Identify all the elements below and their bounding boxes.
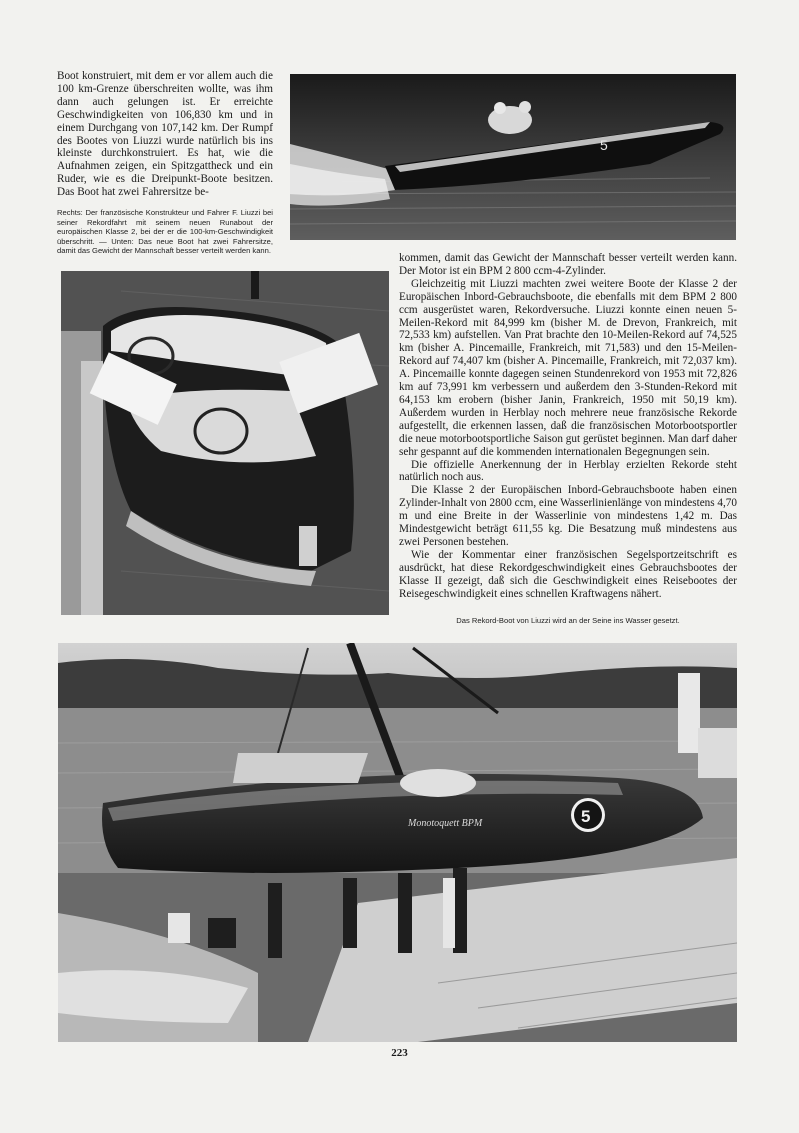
article-paragraph: Gleichzeitig mit Liuzzi machten zwei weitere Boote der Klasse 2 der Europäischen Inbord-Gebrauchsboote, die ebenfalls mit dem BPM 2 800 ccm ausgerüstet waren, Rekordversuche. Liuzzi konnte einen neuen 5-Meilen-Rekord mit 84,999 km (bisher M. de Drevon, Frankreich, mit 72,533 km) aufstellen. Van Prat brachte den 10-Meilen-Rekord auf 74,525 km (bisher A. Pincemaille, Frankreich, mit 71,583) und den 15-Meilen-Rekord auf 74,407 km (bisher A. Pincemaille, Frankreich, mit 72,037 km). A. Pincemaille konnte dagegen seinen Stundenrekord von 1953 mit 72,826 km auf 73,991 km verbessern und außerdem den 3-Stunden-Rekord mit 64,153 km erobern (bisher Janin, Frankreich, 1950 mit 50,19 km). Außerdem wurden in Herblay noch mehrere neue französische Rekorde aufgestellt, die erkennen lassen, daß die französischen Motorbootsportler die neue motorbootsportliche Saison gut gerüstet beginnen. Man darf daher sehr gespannt auf die kommenden internationalen Begegnungen sein. [399,277,737,458]
article-column-right [399,252,737,600]
photo-boat-cockpit [61,271,389,615]
article-column-left [57,70,273,199]
article-paragraph: kommen, damit das Gewicht der Mannschaft besser verteilt werden kann. Der Motor ist ein BPM 2 800 ccm-4-Zylinder. [399,252,737,277]
article-paragraph: Die offizielle Anerkennung der in Herblay erzielten Rekorde steht natürlich noch aus. [399,458,737,484]
article-paragraph: Die Klasse 2 der Europäischen Inbord-Gebrauchsboote haben einen Zylinder-Inhalt von 2800 ccm, eine Wasserlinienlänge von mindestens 4,70 m und eine Breite in der Wasserlinie von mindestens 1,42 m. Das Mindestgewicht beträgt 611,55 kg. Die Besatzung muß mindestens aus zwei Personen bestehen. [399,484,737,548]
article-paragraph: Boot konstruiert, mit dem er vor allem auch die 100 km-Grenze überschreiten wollte, was ihm dann auch gelungen ist. Er erreichte Geschwindigkeiten von 106,830 km und in einem Durchgang von 107,142 km. Der Rumpf des Bootes von Liuzzi wurde natürlich bis ins kleinste durchkonstruiert. Es hat, wie die Aufnahmen zeigen, ein Spitzgattheck und ein Ruder, wie es die Dreipunkt-Boote besitzen. Das Boot hat zwei Fahrersitze be- [57,70,273,199]
page-number: 223 [391,1047,408,1059]
photo-caption-bottom: Das Rekord-Boot von Liuzzi wird an der Seine ins Wasser gesetzt. [456,616,680,625]
boat-number-text: 5 [600,137,608,153]
article-paragraph: Wie der Kommentar einer französischen Segelsportzeitschrift es ausdrückt, hat diese Rekordgeschwindigkeit eines Gebrauchsbootes der Klasse II gezeigt, daß sich die Geschwindigkeit eines Reisebootes der Reisegeschwindigkeit eines schnellen Kraftwagens nähert. [399,548,737,600]
photo-boat-launch [58,643,737,1042]
photo-racing-boat [290,74,736,240]
hull-lettering: Monotoquett BPM [408,818,483,829]
boat-number-text: 5 [581,807,591,826]
photo-caption-top: Rechts: Der französische Konstrukteur und Fahrer F. Liuzzi bei seiner Rekordfahrt mit seinem neuen Runabout der europäischen Klasse 2, bei der er die 100-km-Geschwindigkeit überschritt. — Unten: Das neue Boot hat zwei Fahrersitze, damit das Gewicht der Mannschaft besser verteilt werden kann. [57,208,273,256]
